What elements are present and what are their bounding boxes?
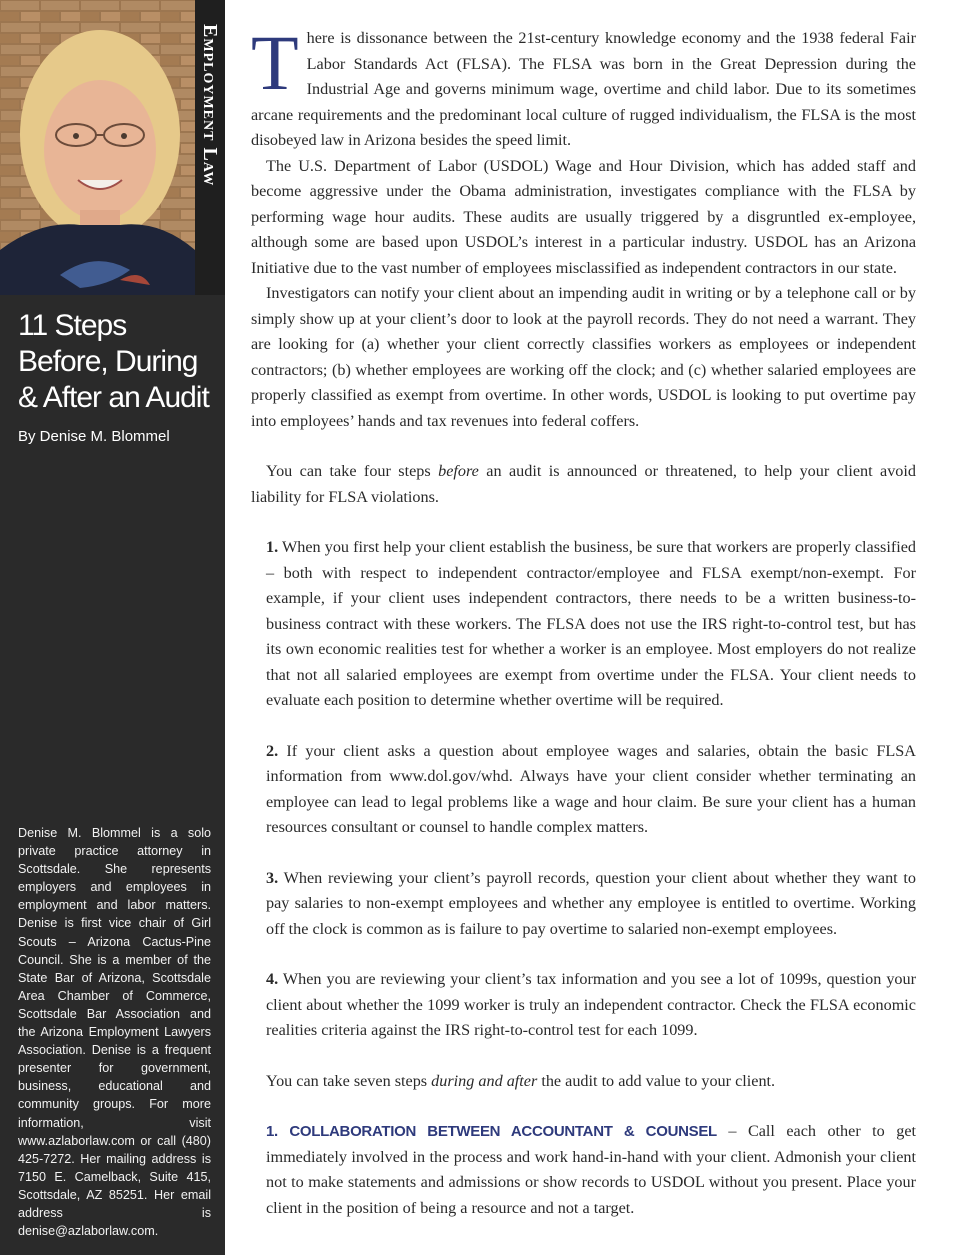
step-heading: COLLABORATION BETWEEN ACCOUNTANT & COUNSEL bbox=[289, 1123, 717, 1140]
before-audit-post: an audit is announced or threatened, to help your client avoid liability for FLSA violations. bbox=[251, 462, 916, 506]
step-number: 3. bbox=[266, 868, 279, 887]
step-2-before bbox=[251, 739, 916, 841]
intro-text: here is dissonance between the 21st-century knowledge economy and the 1938 federal Fair Labor Standards Act (FLSA). The FLSA was born in the Great Depression during the Industrial Age and governs minimum wage, overtime and child labor. Due to its sometimes arcane requirements and the predominant local culture of rugged individualism, the FLSA is the most disobeyed law in Arizona besides the speed limit. bbox=[251, 29, 916, 149]
author-photo bbox=[0, 0, 225, 295]
before-audit-paragraph bbox=[251, 459, 916, 510]
step-text: If your client asks a question about employee wages and salaries, obtain the basic FLSA information from www.dol.gov/whd. Always have your client consider whether terminating an employee can lead to legal problems like a wage and hour claim. Be sure your client has a human resources consultant or counsel to handle complex matters. bbox=[266, 741, 916, 836]
sidebar bbox=[0, 0, 225, 1255]
step-1-during bbox=[251, 1119, 916, 1221]
step-text: When reviewing your client’s payroll records, question your client about whether they want to pay salaries to non-exempt employees and whether any employee is entitled to overtime. Working off the clock is common as is failure to pay overtime to salaried non-exempt employees. bbox=[266, 868, 916, 938]
step-text: When you are reviewing your client’s tax information and you see a lot of 1099s, question your client about whether the 1099 worker is truly an independent contractor. Check the FLSA economic realities criteria against the IRS right-to-control test for each 1099. bbox=[266, 970, 916, 1039]
step-number: 1. bbox=[266, 1123, 278, 1140]
during-after-pre: You can take seven steps bbox=[266, 1071, 432, 1090]
step-3-before bbox=[251, 866, 916, 943]
before-audit-emphasis: before bbox=[438, 462, 479, 480]
before-audit-pre: You can take four steps bbox=[266, 462, 439, 480]
step-number: 1. bbox=[266, 538, 279, 556]
step-text: When you first help your client establish the business, be sure that workers are properly classified – both with respect to independent contractor/employee and FLSA exempt/non-exempt. For example, if your client uses independent contractors, there needs to be a written business-to-business contract with these workers. The FLSA does not use the IRS right-to-control test, but has its own economic realities test for whether a worker is an employee. Most employers do not realize that not all salaried employees are exempt from overtime under the FLSA. Your client needs to evaluate each position to determine whether overtime will be required. bbox=[266, 538, 916, 709]
during-after-emphasis: during and after bbox=[431, 1071, 538, 1090]
investigators-paragraph: Investigators can notify your client about an impending audit in writing or by a telephone call or by simply show up at your client’s door to look at the payroll records. They do not need a warrant. They are looking for (a) whether your client correctly classifies workers as employees or independent contractors; (b) whether employees are working off the clock; and (c) whether salaried employees are properly classified as exempt from overtime. In other words, USDOL is looking to put overtime pay into employees’ hands and tax revenues into federal coffers. bbox=[251, 284, 916, 430]
article-body bbox=[251, 19, 916, 1221]
step-text: Call each other to get immediately involved in the process and work hand-in-hand with your client. Admonish your client not to make statements and admissions or show records to USDOL without you present. Place your client in the position of being a resource and not a target. bbox=[266, 1122, 916, 1217]
step-dash: – bbox=[716, 1122, 748, 1140]
drop-cap: T bbox=[251, 19, 299, 106]
section-label-tab bbox=[195, 0, 225, 295]
author-portrait-image bbox=[0, 0, 225, 295]
author-bio: Denise M. Blommel is a solo private practice attorney in Scottsdale. She represents employers and employees in employment and labor matters. Denise is first vice chair of Girl Scouts – Arizona Cactus-Pine Council. She is a member of the State Bar of Arizona, Scottsdale Area Chamber of Commerce, Scottsdale Bar Association and the Arizona Employment Lawyers Association. Denise is a frequent presenter for government, business, educational and community groups. For more information, visit www.azlaborlaw.com or call (480) 425-7272. Her mailing address is 7150 E. Camelback, Suite 415, Scottsdale, AZ 85251. Her email address is denise@azlaborlaw.com. bbox=[18, 826, 211, 1239]
step-number: 2. bbox=[266, 741, 279, 760]
during-after-paragraph bbox=[251, 1069, 916, 1095]
section-label: Employment Law bbox=[199, 24, 221, 187]
usdol-paragraph: The U.S. Department of Labor (USDOL) Wage and Hour Division, which has added staff and become aggressive under the Obama administration, investigates compliance with the FLSA by performing wage hour audits. These audits are usually triggered by a disgruntled ex-employee, although some are based upon USDOL’s interest in a particular industry. USDOL has an Arizona Initiative due to the vast number of employees misclassified as independent contractors in our state. bbox=[251, 156, 916, 277]
step-1-before bbox=[251, 535, 916, 714]
during-after-post: the audit to add value to your client. bbox=[537, 1071, 776, 1090]
step-number: 4. bbox=[266, 970, 279, 988]
byline: By Denise M. Blommel bbox=[18, 428, 170, 445]
step-4-before bbox=[251, 967, 916, 1044]
intro-paragraph bbox=[251, 19, 916, 154]
article-title: 11 Steps Before, During & After an Audit bbox=[18, 309, 209, 414]
